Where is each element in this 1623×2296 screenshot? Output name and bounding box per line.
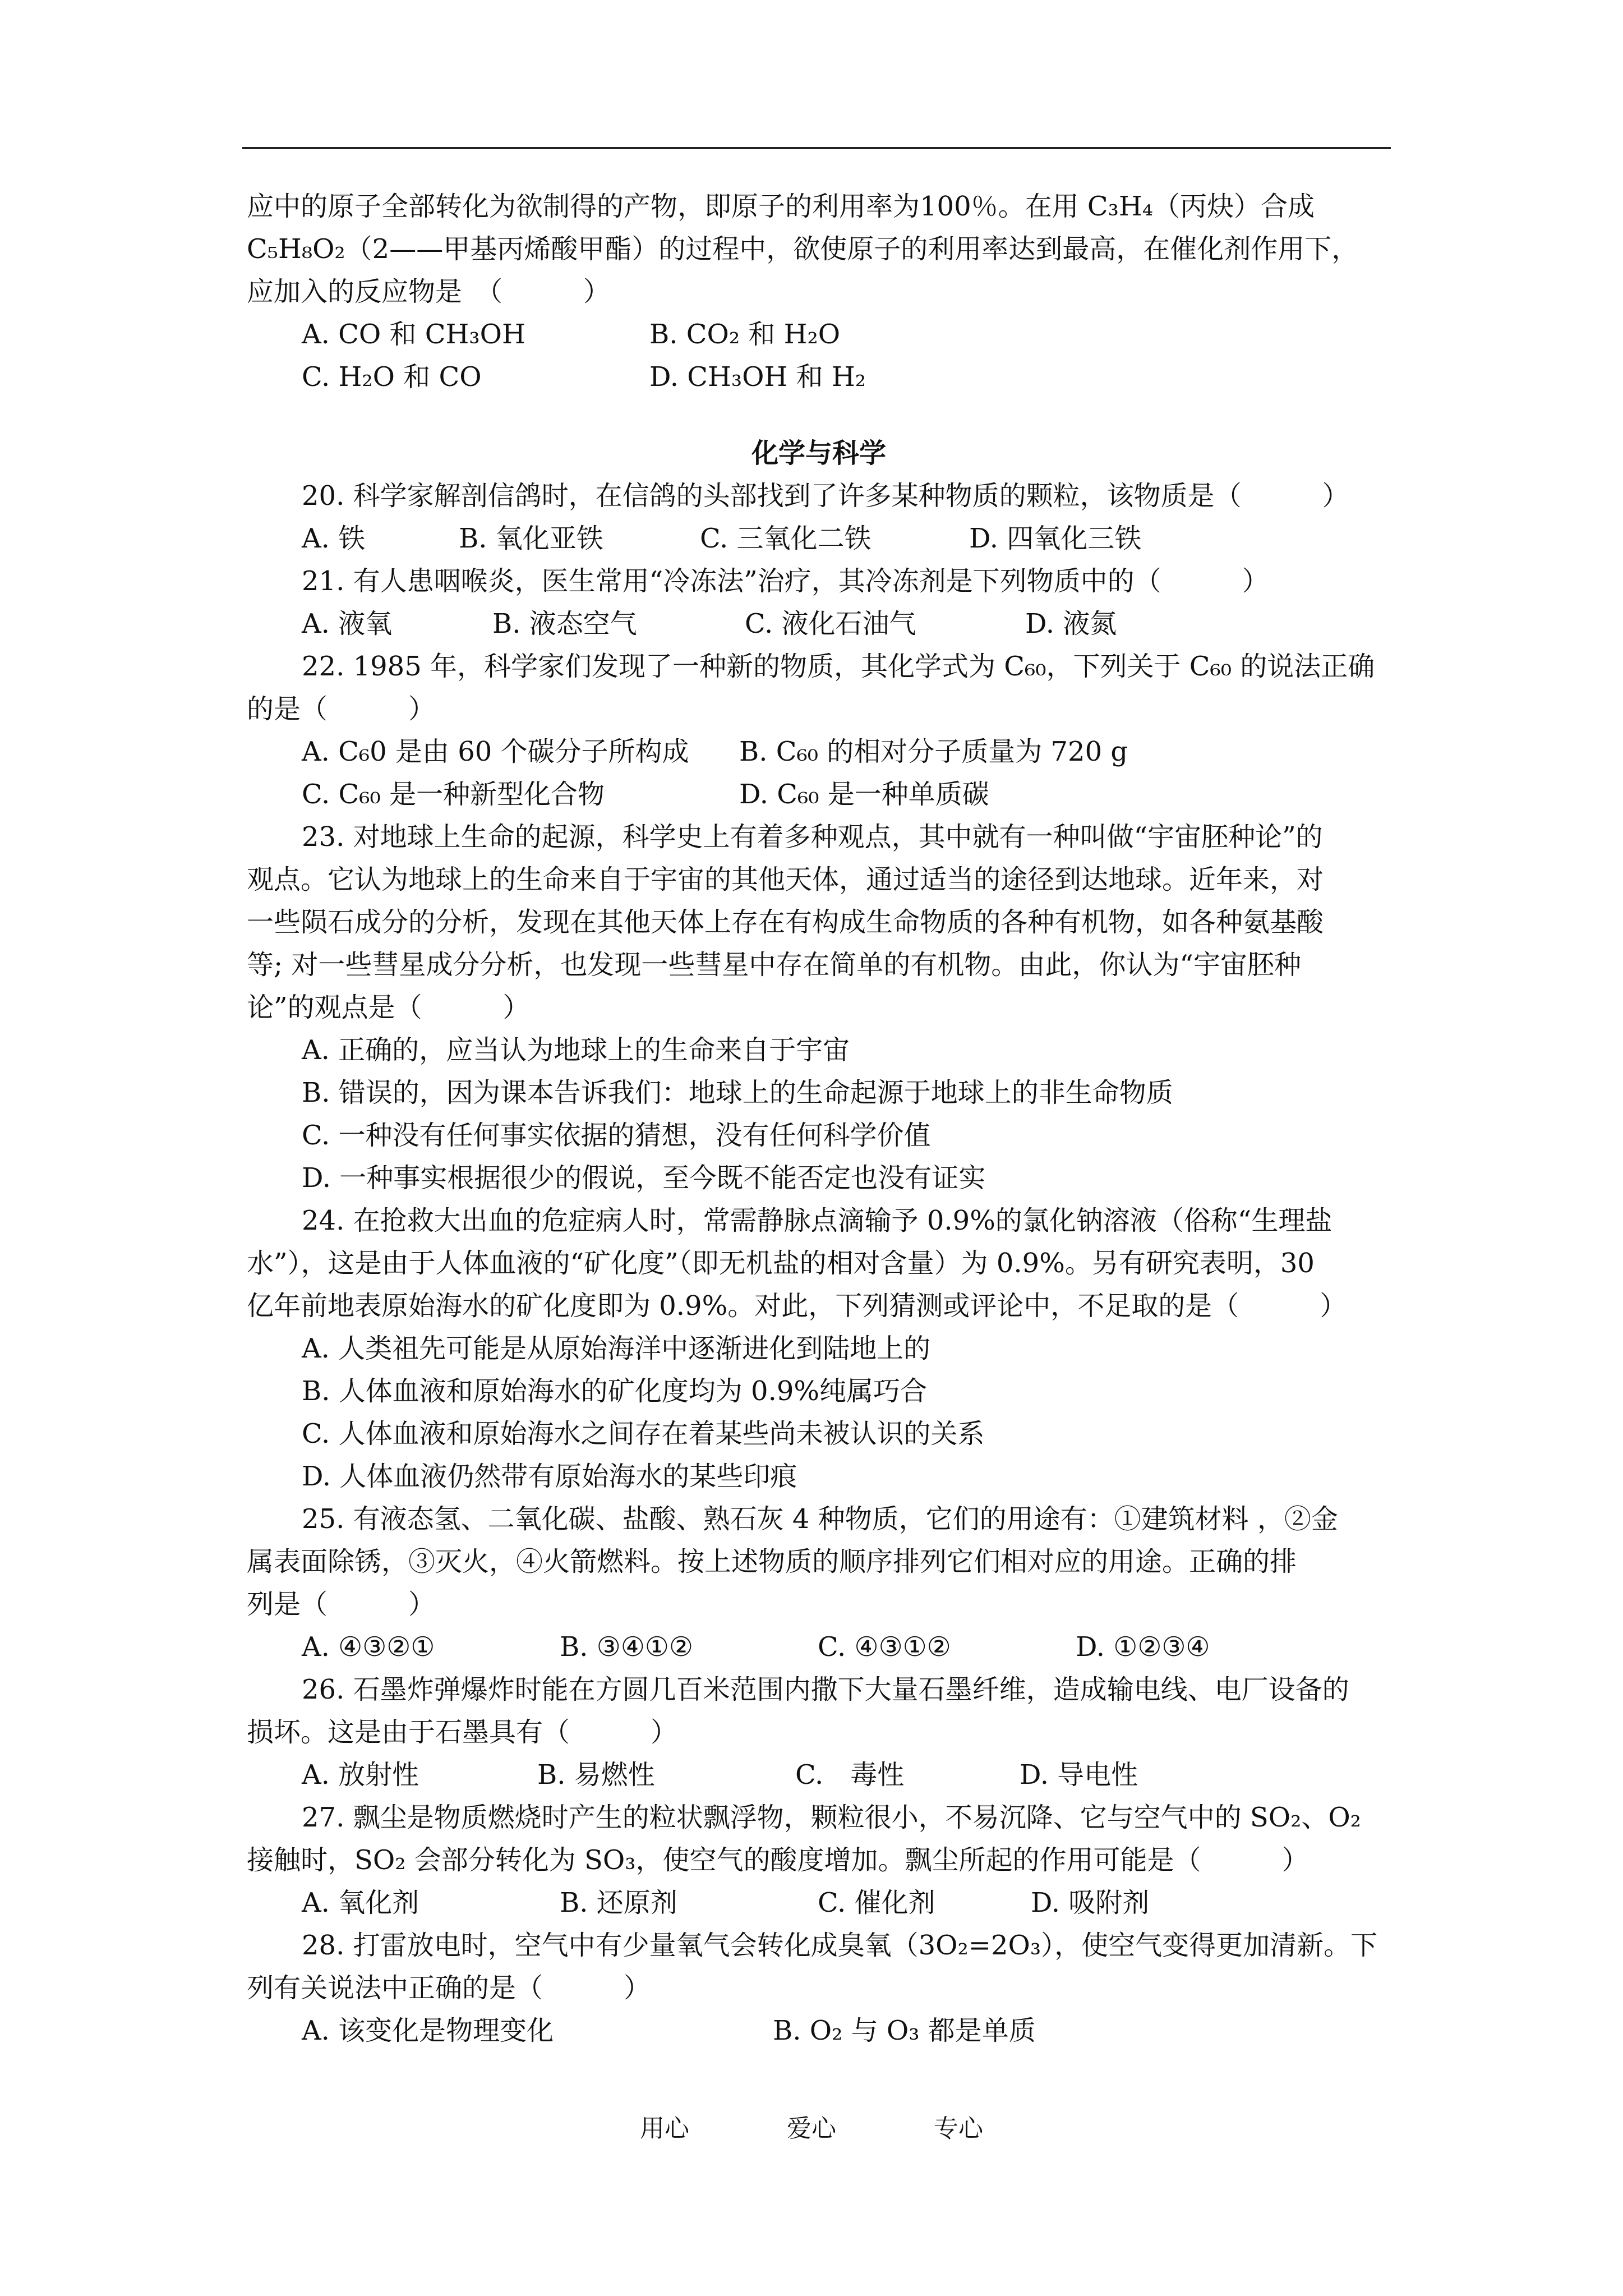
section-title: 化学与科学 bbox=[751, 438, 886, 469]
q24-line-2: 水”），这是由于人体血液的“矿化度”（即无机盐的相对含量）为 0.9%。另有研究表明，30 bbox=[247, 1248, 1315, 1279]
q25-option-c: C. ④③①② bbox=[818, 1631, 951, 1663]
q27-option-d: D. 吸附剂 bbox=[1031, 1887, 1150, 1918]
q19-line-3: 应加入的反应物是 （ ） bbox=[247, 276, 611, 307]
q28-line-1: 28. 打雷放电时，空气中有少量氧气会转化成臭氧（3O₂=2O₃），使空气变得更加清新。下 bbox=[302, 1930, 1378, 1961]
q27-options bbox=[247, 1881, 1391, 1924]
q26-option-c: C. 毒性 bbox=[795, 1759, 905, 1791]
q23-line-3: 一些陨石成分的分析，发现在其他天体上存在有构成生命物质的各种有机物，如各种氨基酸 bbox=[247, 907, 1324, 938]
q22-line-1: 22. 1985 年，科学家们发现了一种新的物质，其化学式为 C₆₀，下列关于 C₆₀ 的说法正确 bbox=[302, 651, 1375, 682]
q27-option-c: C. 催化剂 bbox=[818, 1887, 935, 1918]
q23-line-5: 论”的观点是（ ） bbox=[247, 992, 530, 1023]
q20-stem: 20. 科学家解剖信鸽时，在信鸽的头部找到了许多某种物质的颗粒，该物质是（ ） bbox=[302, 480, 1349, 512]
q25-line-3: 列是（ ） bbox=[247, 1589, 436, 1620]
q19-options-row-1 bbox=[247, 313, 1391, 356]
q22-line-2: 的是（ ） bbox=[247, 693, 436, 725]
q19-option-a: A. CO 和 CH₃OH bbox=[302, 319, 525, 350]
q26-line-2: 损坏。这是由于石墨具有（ ） bbox=[247, 1717, 678, 1748]
q26-options bbox=[247, 1754, 1391, 1796]
footer-word-1: 用心 bbox=[640, 2114, 689, 2143]
header-rule bbox=[242, 147, 1391, 149]
q27-line-2: 接触时，SO₂ 会部分转化为 SO₃，使空气的酸度增加。飘尘所起的作用可能是（ ） bbox=[247, 1844, 1309, 1876]
q22-option-c: C. C₆₀ 是一种新型化合物 bbox=[302, 779, 605, 810]
q28-option-b: B. O₂ 与 O₃ 都是单质 bbox=[773, 2015, 1036, 2046]
q25-option-a: A. ④③②① bbox=[302, 1631, 435, 1663]
q23-option-b: B. 错误的，因为课本告诉我们：地球上的生命起源于地球上的非生命物质 bbox=[302, 1077, 1173, 1108]
q20-option-b: B. 氧化亚铁 bbox=[459, 523, 603, 554]
q27-option-b: B. 还原剂 bbox=[560, 1887, 677, 1918]
q21-option-c: C. 液化石油气 bbox=[745, 608, 916, 639]
q19-option-c: C. H₂O 和 CO bbox=[302, 361, 482, 393]
q26-option-d: D. 导电性 bbox=[1020, 1759, 1138, 1791]
q21-options bbox=[247, 602, 1391, 645]
q22-options-row-2 bbox=[247, 773, 1391, 816]
footer-word-2: 爱心 bbox=[787, 2114, 836, 2143]
q25-option-b: B. ③④①② bbox=[560, 1631, 693, 1663]
q20-options bbox=[247, 517, 1391, 560]
q24-line-1: 24. 在抢救大出血的危症病人时，常需静脉点滴输予 0.9%的氯化钠溶液（俗称“生理盐 bbox=[302, 1205, 1332, 1236]
q19-option-d: D. CH₃OH 和 H₂ bbox=[649, 361, 866, 393]
q24-option-d: D. 人体血液仍然带有原始海水的某些印痕 bbox=[302, 1461, 797, 1492]
q25-line-2: 属表面除锈，③灭火，④火箭燃料。按上述物质的顺序排列它们相对应的用途。正确的排 bbox=[247, 1546, 1297, 1577]
q22-option-d: D. C₆₀ 是一种单质碳 bbox=[739, 779, 989, 810]
q28-options bbox=[247, 2009, 1391, 2052]
q23-option-a: A. 正确的，应当认为地球上的生命来自于宇宙 bbox=[302, 1034, 850, 1066]
q22-option-b: B. C₆₀ 的相对分子质量为 720 g bbox=[739, 736, 1128, 767]
q26-option-a: A. 放射性 bbox=[302, 1759, 419, 1791]
q24-option-b: B. 人体血液和原始海水的矿化度均为 0.9%纯属巧合 bbox=[302, 1375, 927, 1407]
q22-options-row-1 bbox=[247, 730, 1391, 773]
page-footer bbox=[0, 2108, 1623, 2144]
q24-option-c: C. 人体血液和原始海水之间存在着某些尚未被认识的关系 bbox=[302, 1418, 985, 1450]
q19-line-2: C₅H₈O₂（2——甲基丙烯酸甲酯）的过程中，欲使原子的利用率达到最高，在催化剂作用下， bbox=[247, 233, 1359, 265]
q20-option-a: A. 铁 bbox=[302, 523, 366, 554]
q19-options-row-2 bbox=[247, 356, 1391, 398]
q27-option-a: A. 氧化剂 bbox=[302, 1887, 419, 1918]
q23-option-d: D. 一种事实根据很少的假说，至今既不能否定也没有证实 bbox=[302, 1162, 986, 1194]
q27-line-1: 27. 飘尘是物质燃烧时产生的粒状飘浮物，颗粒很小，不易沉降、它与空气中的 SO₂、O₂ bbox=[302, 1802, 1361, 1833]
q20-option-d: D. 四氧化三铁 bbox=[969, 523, 1142, 554]
q21-option-b: B. 液态空气 bbox=[492, 608, 637, 639]
q21-option-a: A. 液氧 bbox=[302, 608, 393, 639]
q28-line-2: 列有关说法中正确的是（ ） bbox=[247, 1972, 651, 2004]
q25-line-1: 25. 有液态氢、二氧化碳、盐酸、熟石灰 4 种物质，它们的用途有：①建筑材料 ，②金 bbox=[302, 1503, 1338, 1535]
q23-line-1: 23. 对地球上生命的起源，科学史上有着多种观点，其中就有一种叫做“宇宙胚种论”的 bbox=[302, 821, 1323, 853]
page-body bbox=[247, 185, 1391, 2052]
q20-option-c: C. 三氧化二铁 bbox=[700, 523, 872, 554]
q25-options bbox=[247, 1626, 1391, 1668]
q19-line-1: 应中的原子全部转化为欲制得的产物，即原子的利用率为100％。在用 C₃H₄（丙炔）合成 bbox=[247, 191, 1315, 222]
q26-option-b: B. 易燃性 bbox=[537, 1759, 655, 1791]
q19-option-b: B. CO₂ 和 H₂O bbox=[649, 319, 841, 350]
q21-option-d: D. 液氮 bbox=[1025, 608, 1117, 639]
q23-option-c: C. 一种没有任何事实依据的猜想，没有任何科学价值 bbox=[302, 1120, 931, 1151]
q23-line-2: 观点。它认为地球上的生命来自于宇宙的其他天体，通过适当的途径到达地球。近年来，对 bbox=[247, 864, 1324, 895]
q26-line-1: 26. 石墨炸弹爆炸时能在方圆几百米范围内撒下大量石墨纤维，造成输电线、电厂设备的 bbox=[302, 1674, 1349, 1705]
q24-option-a: A. 人类祖先可能是从原始海洋中逐渐进化到陆地上的 bbox=[302, 1333, 931, 1364]
footer-word-3: 专心 bbox=[934, 2114, 983, 2143]
q28-option-a: A. 该变化是物理变化 bbox=[302, 2015, 554, 2046]
q22-option-a: A. C₆0 是由 60 个碳分子所构成 bbox=[302, 736, 689, 767]
q23-line-4: 等; 对一些彗星成分分析，也发现一些彗星中存在简单的有机物。由此，你认为“宇宙胚种 bbox=[247, 949, 1301, 981]
q24-line-3: 亿年前地表原始海水的矿化度即为 0.9%。对此，下列猜测或评论中，不足取的是（ ） bbox=[247, 1290, 1347, 1322]
q21-stem: 21. 有人患咽喉炎，医生常用“冷冻法”治疗，其冷冻剂是下列物质中的（ ） bbox=[302, 565, 1269, 597]
q25-option-d: D. ①②③④ bbox=[1076, 1631, 1210, 1663]
